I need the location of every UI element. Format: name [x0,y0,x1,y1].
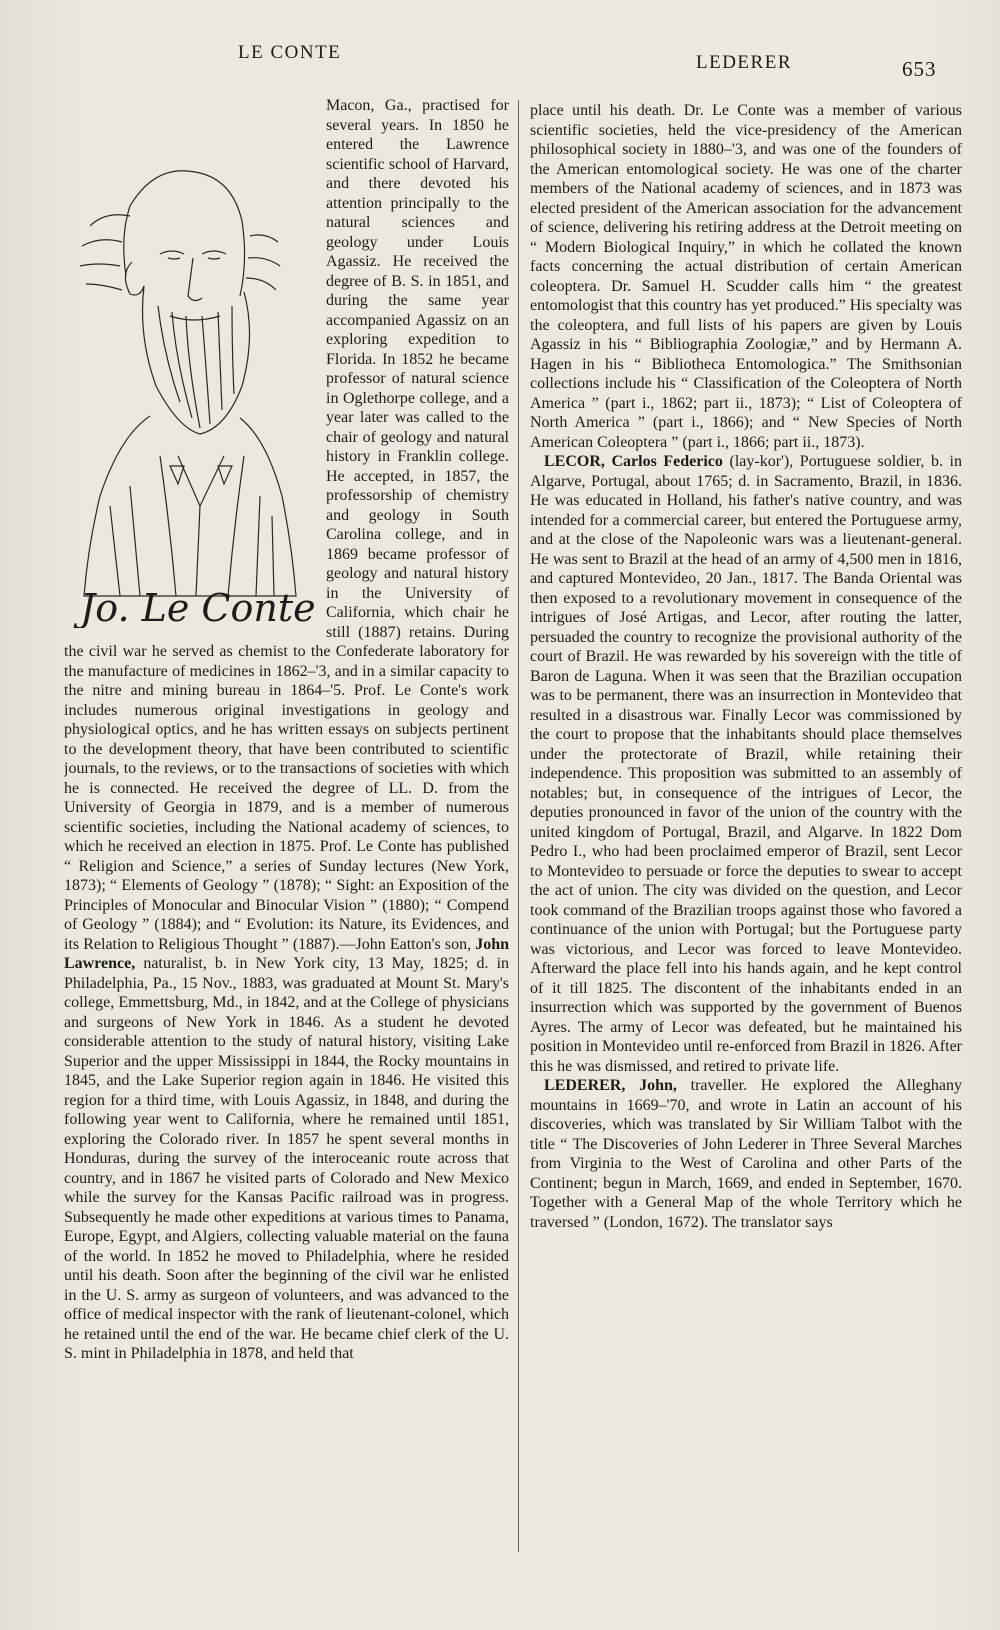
portrait-engraving [64,166,320,628]
portrait-hair [130,171,245,296]
lecor-entry [530,452,962,1076]
lederer-text: traveller. He explored the Alleghany mountains in 1669–'70, and wrote in Latin an account of his discoveries, which was translated by Sir William Talbot with the title “ The Discoveries of John Lederer in Three Several Marches from Virginia to the West of Carolina and other Parts of the Continent; begun in March, 1669, and ended in September, 1670. Together with a General Map of the whole Territory which he traversed ” (London, 1672). The translator says [530,1077,962,1231]
lecor-name: LECOR, Carlos Federico [544,453,723,470]
john-lawrence-name: John Lawrence, [64,935,509,972]
john-lawrence-text: naturalist, b. in New York city, 13 May, 1825; d. in Philadelphia, Pa., 15 Nov., 1883, was graduated at Mount St. Mary's college, Emmettsburg, Md., in 1842, and at the College of physicians and surgeons of New York in 1846. As a student he devoted considerable attention to the study of natural history, visiting Lake Superior and the upper Mississippi in 1844, the Rocky mountains in 1845, and the Lake Superior region again in 1846. He visited this region for a third time, with Louis Agassiz, in 1848, and during the following year went to California, where he remained until 1851, exploring the Colorado river. In 1857 he spent several months in Honduras, during the survey of the interoceanic route across that country, and in 1867 he visited parts of Colorado and New Mexico while the survey for the Kansas Pacific railroad was in progress. Subsequently he made other expeditions at various times to Panama, Europe, Egypt, and Algiers, collecting valuable material on the fauna of the world. In 1852 he moved to Philadelphia, where he resided until his death. Soon after the beginning of the civil war he enlisted in the U. S. army as surgeon of volunteers, and was advanced to the office of medical inspector with the rank of lieutenant-colonel, which he retained until the end of the war. He became chief clerk of the U. S. mint in Philadelphia in 1878, and held that [64,955,509,1362]
le-conte-continued-text: place until his death. Dr. Le Conte was a member of various scientific societies, held the vice-presidency of the American philosophical society in 1880–'3, and was one of the founders of the American entomological society. He was one of the charter members of the National academy of sciences, and in 1873 was elected president of the American association for the advancement of science, delivering his retiring address at the Detroit meeting on “ Modern Biological Inquiry,” in which he collated the known facts concerning the actual distribution of certain American coleoptera. Dr. Samuel H. Scudder calls him “ the greatest entomologist that this country has yet produced.” His specialty was the coleoptera, and full lists of his papers are given by Louis Agassiz in his “ Bibliographia Zoologiæ,” and by Hermann A. Hagen in his “ Bibliotheca Entomologica.” The Smithsonian collections include his “ Classification of the Coleoptera of North America ” (part i., 1862; part ii., 1873); “ List of Coleoptera of North America ” (part i., 1866); and “ New Species of North American Coleoptera ” (part i., 1866; part ii., 1873). [530,102,962,451]
running-head-right: LEDERER [696,52,792,73]
portrait-signature: Jo. Le Conte [80,586,316,628]
left-column [64,96,509,1566]
column-divider [518,100,519,1552]
lederer-name: LEDERER, John, [544,1077,677,1094]
lecor-text: (lay-kor'), Portuguese soldier, b. in Algarve, Portugal, about 1765; d. in Sacramento, Brazil, in 1836. He was educated in Holland, his father's native country, and was intended for a commercial career, but entered the Portuguese army, and at the close of the Napoleonic wars was a lieutenant-general. He was sent to Brazil at the head of an army of 4,500 men in 1816, and captured Montevideo, 20 Jan., 1817. The Banda Oriental was then exposed to a revolutionary movement in consequence of the intrigues of José Artigas, and Lecor, after routing the latter, persuaded the country to recognize the provisional authority of the court of Brazil. He was rewarded by his sovereign with the title of Baron de Laguna. When it was seen that the Brazilian occupation was to be permanent, there was an insurrection in Montevideo that resulted in a disastrous war. Finally Lecor was commissioned by the court to propose that the inhabitants should place themselves under the protectorate of Brazil, while retaining their independence. This proposition was submitted to an assembly of notables; but, in consequence of the intrigues of Lecor, the deputies pronounced in favor of the union of the country with the united kingdom of Portugal, Brazil, and Algarve. In 1822 Dom Pedro I., who had been proclaimed emperor of Brazil, sent Lecor to Montevideo to persuade or force the deputies to swear to accept the act of union. The city was divided on the question, and Lecor took command of the Brazilian troops against those who favored a continuance of the union with Portugal; but the Portuguese party was victorious, and Lecor was forced to leave Montevideo. Afterward the place fell into his hands again, and he kept control of it till 1825. The discontent of the inhabitants ended in an insurrection which was supported by the government of Buenos Ayres. The army of Lecor was defeated, but he maintained his position in Montevideo until re-enforced from Brazil in 1826. After this he was dismissed, and retired to private life. [530,453,962,1075]
running-head-left: LE CONTE [238,42,342,63]
le-conte-text: Macon, Ga., practised for several years. In 1850 he entered the Lawrence scientific school of Harvard, and there devoted his attention principally to the natural sciences and geology under Louis Agassiz. He received the degree of B. S. in 1851, and during the same year accompanied Agassiz on an exploring expedition to Florida. In 1852 he became professor of natural science in Oglethorpe college, and a year later was called to the chair of geology and natural history in Franklin college. He accepted, in 1857, the professorship of chemistry and geology in South Carolina college, and in 1869 became professor of geology and natural history in the University of California, which chair he still (1887) retains. During the civil war he served as chemist to the Confederate laboratory for the manufacture of medicines in 1862–'3, and in a similar capacity to the nitre and mining bureau in 1864–'5. Prof. Le Conte's work includes numerous original investigations in geology and physiological optics, and he has written essays on subjects pertinent to the development theory, that have been contributed to scientific journals, to the reviews, or to the transactions of societies with which he is connected. He received the degree of LL. D. from the University of Georgia in 1879, and is a member of numerous scientific societies, including the National academy of sciences, to which he received an election in 1875. Prof. Le Conte has published “ Religion and Science,” a series of Sunday lectures (New York, 1873); “ Elements of Geology ” (1878); “ Sight: an Exposition of the Principles of Monocular and Binocular Vision ” (1880); “ Compend of Geology ” (1884); and “ Evolution: its Nature, its Evidences, and its Relation to Religious Thought ” (1887).—John Eatton's son, [64,97,509,953]
portrait-image [64,166,320,628]
portrait-coat [84,416,296,596]
lederer-entry [530,1076,962,1232]
right-column [530,101,962,1571]
le-conte-continued-paragraph [530,101,962,452]
page-number: 653 [902,57,937,81]
